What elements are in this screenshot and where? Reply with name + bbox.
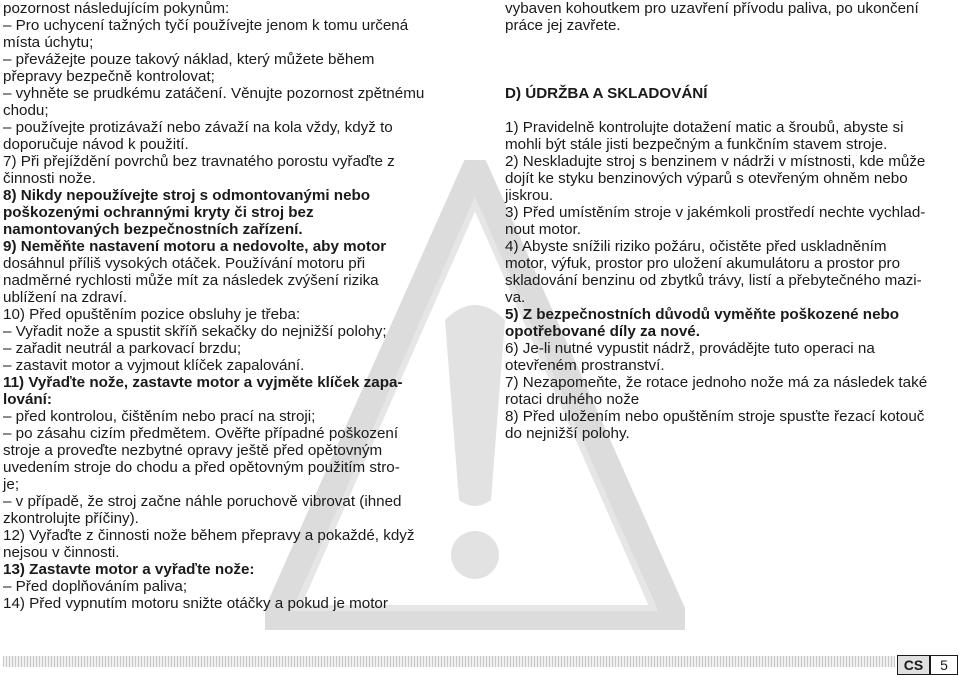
- left-column-line: nejsou v činnosti.: [3, 544, 120, 561]
- left-text-column: [3, 0, 458, 612]
- right-column-line: otevřeném prostranství.: [505, 357, 665, 374]
- left-column-line: – převážejte pouze takový náklad, který můžete během: [3, 51, 375, 68]
- left-column-line: – zastavit motor a vyjmout klíček zapalování.: [3, 357, 305, 374]
- right-column-line: skladování benzinu od zbytků trávy, listí a přebytečného mazi-: [505, 272, 922, 289]
- left-column-line: – Pro uchycení tažných tyčí používejte jenom k tomu určená: [3, 17, 409, 34]
- right-column-line: rotaci druhého nože: [505, 391, 640, 408]
- left-column-line: ublížení na zdraví.: [3, 289, 128, 306]
- left-column-line: 7) Při přejíždění povrchů bez travnatého porostu vyřaďte z: [3, 153, 395, 170]
- left-column-line: – před kontrolou, čištěním nebo prací na stroji;: [3, 408, 316, 425]
- right-column-line: nout motor.: [505, 221, 581, 238]
- page-number: 5: [930, 655, 958, 675]
- right-column-line: motor, výfuk, prostor pro uložení akumulátoru a prostor pro: [505, 255, 901, 272]
- footer-rule: [3, 656, 895, 667]
- left-column-line: – v případě, že stroj začne náhle poruchově vibrovat (ihned: [3, 493, 402, 510]
- left-column-line: pozornost následujícím pokynům:: [3, 0, 230, 17]
- left-column-line: 13) Zastavte motor a vyřaďte nože:: [3, 561, 255, 578]
- right-column-line: práce jej zavřete.: [505, 17, 621, 34]
- left-column-line: přepravy bezpečně kontrolovat;: [3, 68, 215, 85]
- left-column-line: zkontrolujte příčiny).: [3, 510, 139, 527]
- left-column-line: činnosti nože.: [3, 170, 96, 187]
- right-column-line: 7) Nezapomeňte, že rotace jednoho nože má za následek také: [505, 374, 928, 391]
- right-column-line: [505, 68, 957, 85]
- right-column-line: [505, 34, 957, 51]
- left-column-line: chodu;: [3, 102, 49, 119]
- left-column-line: – vyhněte se prudkému zatáčení. Věnujte pozornost zpětnému: [3, 85, 425, 102]
- left-column-line: lování:: [3, 391, 52, 408]
- right-column-line: vybaven kohoutkem pro uzavření přívodu paliva, po ukončení: [505, 0, 919, 17]
- left-column-line: je;: [3, 476, 20, 493]
- left-column-line: 14) Před vypnutím motoru snižte otáčky a pokud je motor: [3, 595, 388, 612]
- left-column-line: – Vyřadit nože a spustit skříň sekačky do nejnižší polohy;: [3, 323, 387, 340]
- left-column-line: dosáhnul příliš vysokých otáček. Používání motoru při: [3, 255, 366, 272]
- right-column-line: dojít ke styku benzinových výparů s otevřeným ohněm nebo: [505, 170, 908, 187]
- left-column-line: 11) Vyřaďte nože, zastavte motor a vyjměte klíček zapa-: [3, 374, 403, 391]
- left-column-line: – používejte protizávaží nebo závaží na kola vždy, když to: [3, 119, 393, 136]
- right-column-line: 5) Z bezpečnostních důvodů vyměňte poškozené nebo: [505, 306, 900, 323]
- left-column-line: stroje a proveďte nezbytné opravy ještě před opětovným: [3, 442, 383, 459]
- right-column-line: 4) Abyste snížili riziko požáru, očistěte před uskladněním: [505, 238, 887, 255]
- left-column-line: – zařadit neutrál a parkovací brzdu;: [3, 340, 242, 357]
- left-column-line: místa úchytu;: [3, 34, 94, 51]
- left-column-line: doporučuje návod k použití.: [3, 136, 189, 153]
- right-column-line: opotřebované díly za nové.: [505, 323, 700, 340]
- right-column-line: D) ÚDRŽBA A SKLADOVÁNÍ: [505, 85, 708, 102]
- left-column-line: 10) Před opuštěním pozice obsluhy je třeba:: [3, 306, 301, 323]
- left-column-line: – Před doplňováním paliva;: [3, 578, 188, 595]
- right-column-line: 6) Je-li nutné vypustit nádrž, provádějte tuto operaci na: [505, 340, 875, 357]
- right-column-line: [505, 51, 957, 68]
- right-column-line: do nejnižší polohy.: [505, 425, 630, 442]
- right-text-column: [505, 0, 957, 442]
- left-column-line: nadměrné rychlosti může mít za následek zvýšení rizika: [3, 272, 379, 289]
- left-column-line: uvedením stroje do chodu a před opětovným použitím stro-: [3, 459, 400, 476]
- left-column-line: poškozenými ochrannými kryty či stroj bez: [3, 204, 314, 221]
- left-column-line: 8) Nikdy nepoužívejte stroj s odmontovanými nebo: [3, 187, 371, 204]
- right-column-line: jiskrou.: [505, 187, 554, 204]
- right-column-line: 8) Před uložením nebo opuštěním stroje spusťte řezací kotouč: [505, 408, 925, 425]
- right-column-line: mohli být stále jisti bezpečným a funkčním stavem stroje.: [505, 136, 888, 153]
- right-column-line: 1) Pravidelně kontrolujte dotažení matic a šroubů, abyste si: [505, 119, 904, 136]
- left-column-line: 12) Vyřaďte z činnosti nože během přepravy a pokaždé, když: [3, 527, 415, 544]
- left-column-line: namontovaných bezpečnostních zařízení.: [3, 221, 303, 238]
- language-badge: CS: [897, 655, 930, 675]
- right-column-line: va.: [505, 289, 526, 306]
- right-column-line: 3) Před umístěním stroje v jakémkoli prostředí nechte vychlad-: [505, 204, 926, 221]
- left-column-line: 9) Neměňte nastavení motoru a nedovolte, aby motor: [3, 238, 387, 255]
- right-column-line: 2) Neskladujte stroj s benzinem v nádrži v místnosti, kde může: [505, 153, 926, 170]
- right-column-line: [505, 102, 957, 119]
- left-column-line: – po zásahu cizím předmětem. Ověřte případné poškození: [3, 425, 399, 442]
